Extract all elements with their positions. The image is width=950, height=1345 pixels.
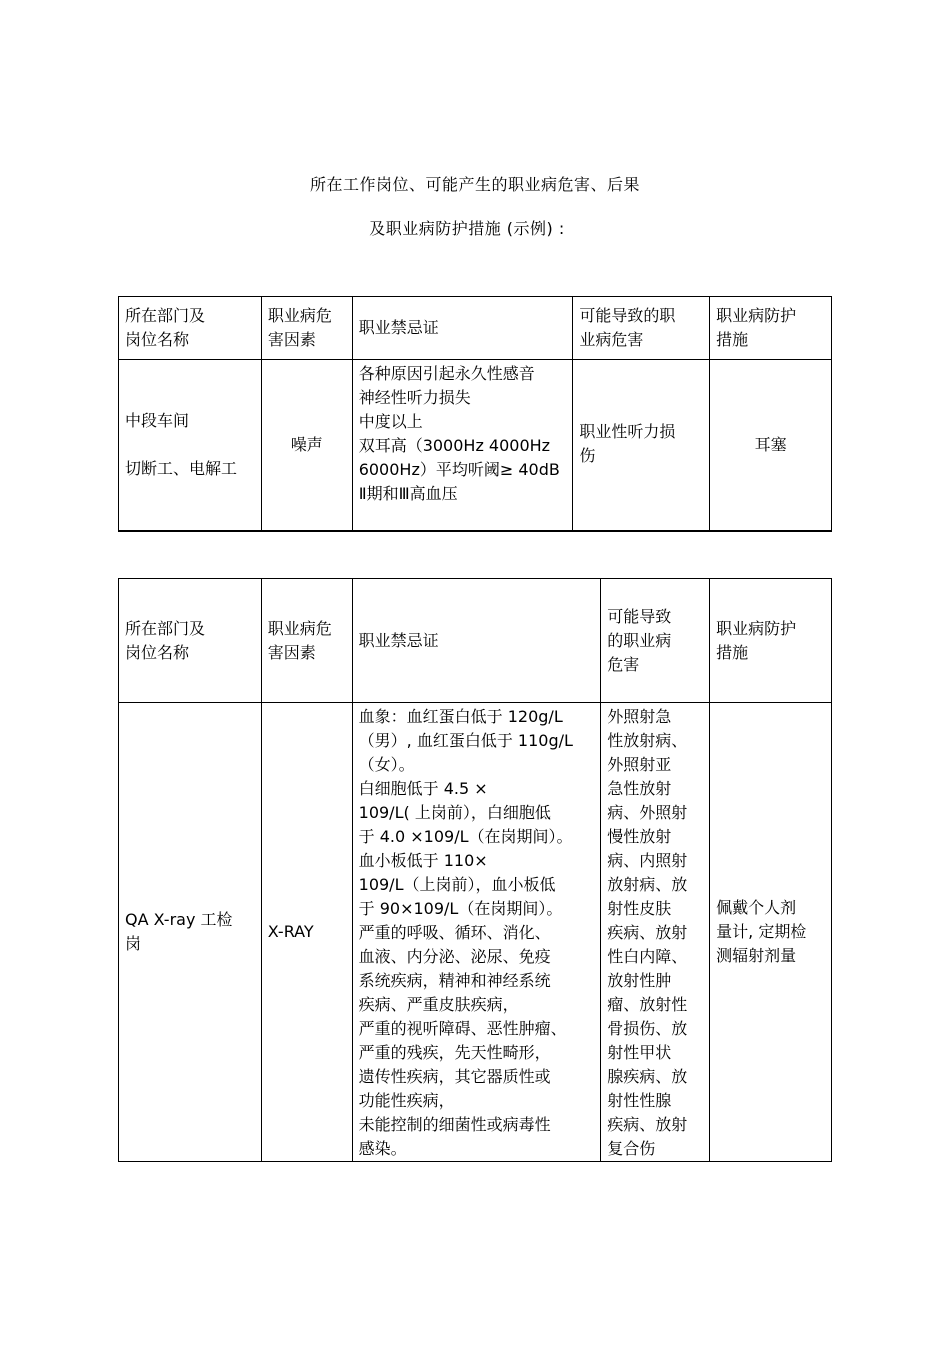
table-row (119, 703, 832, 1162)
hazard-table-noise (118, 296, 832, 532)
cell-dept: 中段车间 切断工、电解工 (119, 360, 262, 531)
cell-contraindication: 各种原因引起永久性感音 神经性听力损失 中度以上 双耳高（3000Hz 4000Hz 6000Hz）平均听阈≥ 40dB Ⅱ期和Ⅲ高血压 (352, 360, 573, 531)
cell-factor: 噪声 (261, 360, 352, 531)
cell-disease: 外照射急 性放射病、 外照射亚 急性放射 病、外照射 慢性放射 病、内照射 放射病、放 射性皮肤 疾病、放射 性白内障、 放射性肿 瘤、放射性 骨损伤、放 射性甲状 腺疾病、放 射性性腺 疾病、放射 复合伤 (601, 703, 710, 1162)
cell-measure: 耳塞 (710, 360, 832, 531)
cell-measure: 佩戴个人剂 量计, 定期检 测辐射剂量 (710, 703, 832, 1162)
table-header-row (119, 579, 832, 703)
cell-factor: X-RAY (261, 703, 352, 1162)
table-row (119, 360, 832, 531)
cell-contraindication: 血象：血红蛋白低于 120g/L （男）, 血红蛋白低于 110g/L （女）。 白细胞低于 4.5 × 109/L( 上岗前），白细胞低 于 4.0 ×109/L（在岗期间）。 血小板低于 110× 109/L（上岗前），血小板低 于 90×109/L（在岗期间）。 严重的呼吸、循环、消化、 血液、内分泌、泌尿、免疫 系统疾病，精神和神经系统 疾病、严重皮肤疾病， 严重的视听障碍、恶性肿瘤、 严重的残疾，先天性畸形， 遗传性疾病，其它器质性或 功能性疾病， 未能控制的细菌性或病毒性 感染。 (352, 703, 601, 1162)
hazard-table-xray (118, 578, 832, 1162)
table-header-row (119, 297, 832, 360)
header-measure: 职业病防护 措施 (710, 297, 832, 360)
header-disease: 可能导致的职 业病危害 (573, 297, 710, 360)
document-title-line2: 及职业病防护措施 (示例) : (369, 219, 565, 238)
header-factor: 职业病危 害因素 (261, 579, 352, 703)
header-contraindication: 职业禁忌证 (352, 297, 573, 360)
header-dept: 所在部门及 岗位名称 (119, 579, 262, 703)
cell-dept: QA X-ray 工检 岗 (119, 703, 262, 1162)
header-disease: 可能导致 的职业病 危害 (601, 579, 710, 703)
header-factor: 职业病危 害因素 (261, 297, 352, 360)
document-title-line1: 所在工作岗位、可能产生的职业病危害、后果 (309, 175, 640, 194)
cell-disease: 职业性听力损 伤 (573, 360, 710, 531)
header-contraindication: 职业禁忌证 (352, 579, 601, 703)
header-measure: 职业病防护 措施 (710, 579, 832, 703)
header-dept: 所在部门及 岗位名称 (119, 297, 262, 360)
